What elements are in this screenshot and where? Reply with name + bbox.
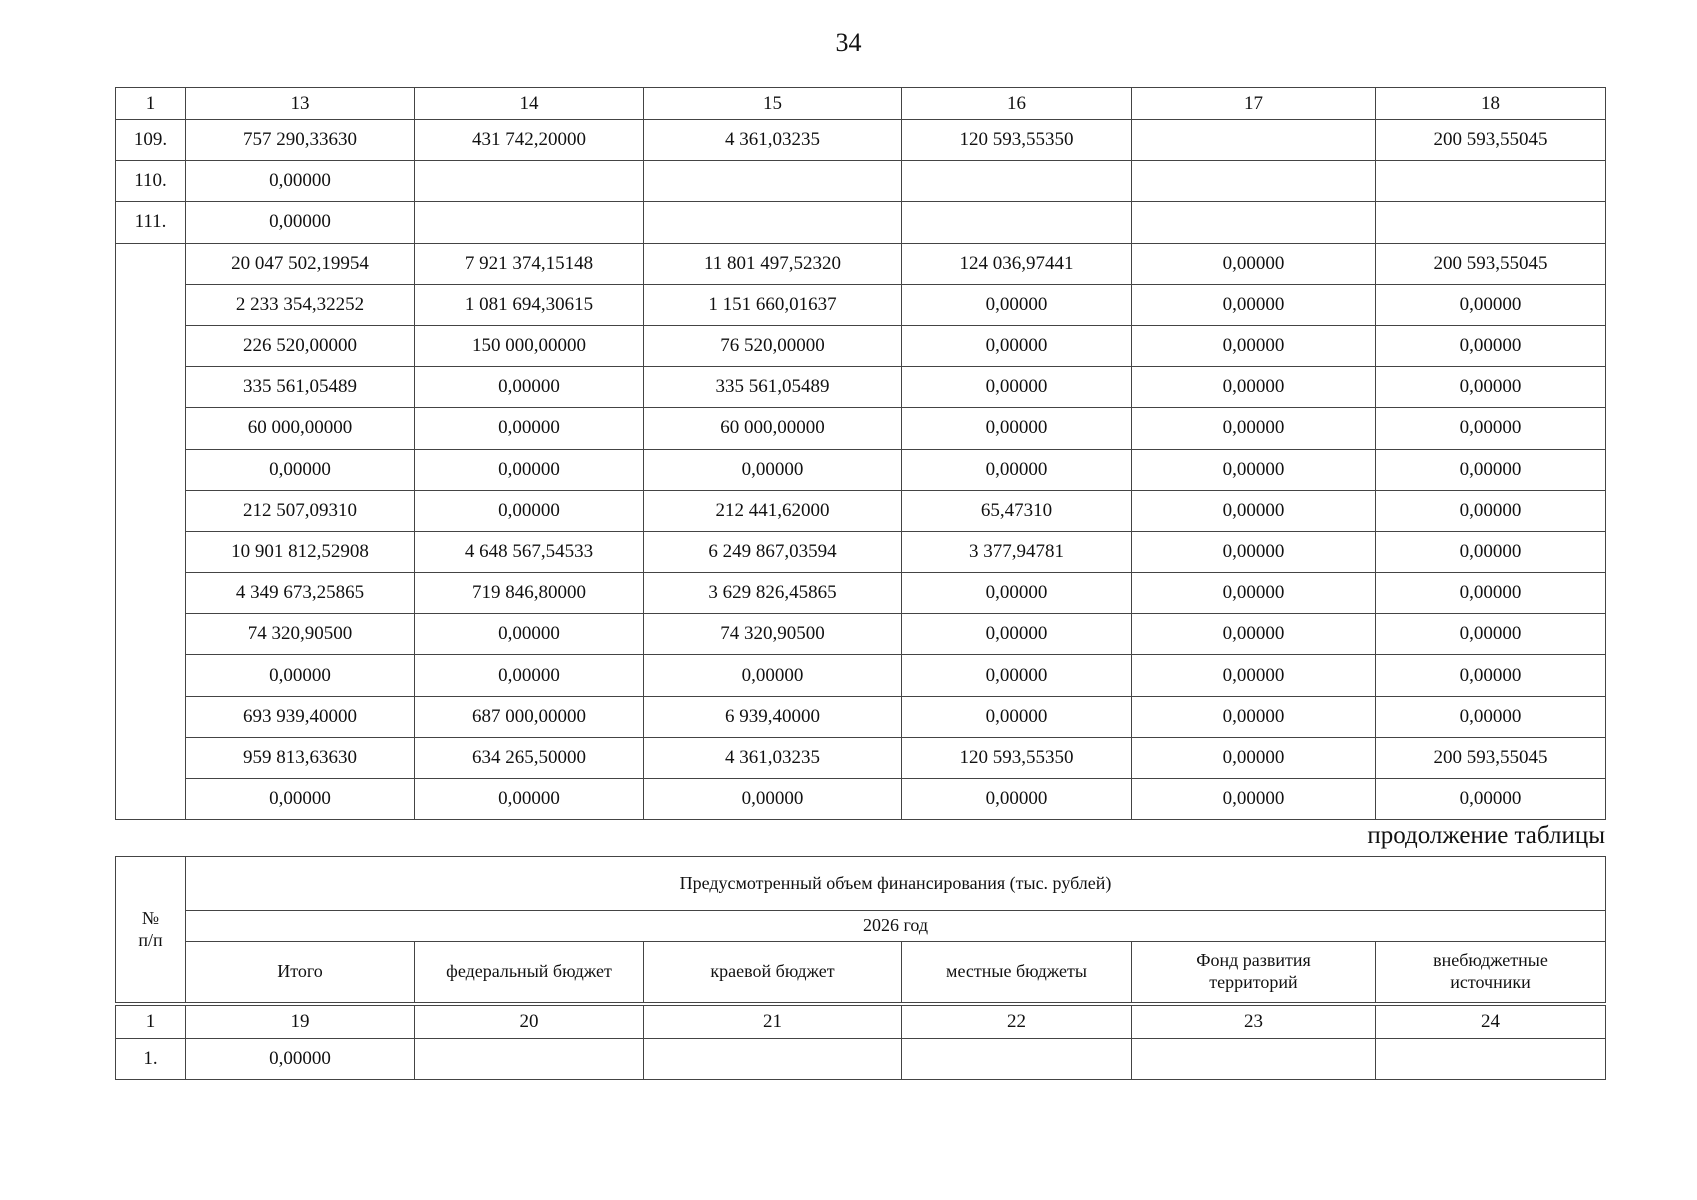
table-cell: 0,00000 xyxy=(902,449,1132,490)
table-cell xyxy=(1132,202,1376,243)
table-cell: 3 629 826,45865 xyxy=(644,573,902,614)
row-number-cell-empty xyxy=(116,243,186,820)
table-cell: 1 151 660,01637 xyxy=(644,284,902,325)
row-number-cell: 110. xyxy=(116,161,186,202)
table-cell: 7 921 374,15148 xyxy=(415,243,644,284)
totals-row xyxy=(116,573,1606,614)
totals-row xyxy=(116,531,1606,572)
table-cell: 0,00000 xyxy=(1132,284,1376,325)
table-cell: 10 901 812,52908 xyxy=(186,531,415,572)
table-cell xyxy=(1376,161,1606,202)
table-cell: 0,00000 xyxy=(1376,696,1606,737)
table-cell: 0,00000 xyxy=(644,655,902,696)
table-cell xyxy=(415,161,644,202)
table-cell xyxy=(1376,1039,1606,1080)
column-number-header: 1 xyxy=(116,88,186,120)
table-cell: 1 081 694,30615 xyxy=(415,284,644,325)
column-number-header: 14 xyxy=(415,88,644,120)
table-cell: 74 320,90500 xyxy=(186,614,415,655)
budget-source-header: федеральный бюджет xyxy=(415,942,644,1003)
table-cell: 0,00000 xyxy=(644,449,902,490)
table-cell: 76 520,00000 xyxy=(644,325,902,366)
table-cell: 0,00000 xyxy=(415,614,644,655)
table-cell: 0,00000 xyxy=(1376,408,1606,449)
table-cell: 0,00000 xyxy=(1376,449,1606,490)
budget-source-header: внебюджетные источники xyxy=(1376,942,1606,1003)
table-row xyxy=(116,120,1606,161)
table-cell: 0,00000 xyxy=(415,490,644,531)
table-cell: 0,00000 xyxy=(1132,573,1376,614)
table-cell: 0,00000 xyxy=(1376,490,1606,531)
table-cell: 0,00000 xyxy=(1132,367,1376,408)
table-cell: 4 361,03235 xyxy=(644,120,902,161)
table-cell: 124 036,97441 xyxy=(902,243,1132,284)
table-cell: 757 290,33630 xyxy=(186,120,415,161)
column-number-header: 22 xyxy=(902,1006,1132,1039)
table-cell: 120 593,55350 xyxy=(902,737,1132,778)
column-number-header: 23 xyxy=(1132,1006,1376,1039)
table-cell xyxy=(644,202,902,243)
column-number-header: 20 xyxy=(415,1006,644,1039)
column-number-row xyxy=(116,1006,1606,1039)
table-cell: 0,00000 xyxy=(186,449,415,490)
totals-row xyxy=(116,408,1606,449)
table-cell: 200 593,55045 xyxy=(1376,243,1606,284)
table-cell: 0,00000 xyxy=(1132,449,1376,490)
totals-row xyxy=(116,490,1606,531)
budget-source-header: краевой бюджет xyxy=(644,942,902,1003)
table-cell xyxy=(1132,1039,1376,1080)
table-cell: 0,00000 xyxy=(1376,531,1606,572)
table-cell: 4 349 673,25865 xyxy=(186,573,415,614)
row-number-cell: 1. xyxy=(116,1039,186,1080)
totals-row xyxy=(116,367,1606,408)
totals-row xyxy=(116,325,1606,366)
table-continuation-label: продолжение таблицы xyxy=(1367,822,1605,849)
table-cell: 4 361,03235 xyxy=(644,737,902,778)
table-cell: 0,00000 xyxy=(1376,779,1606,820)
table-cell: 150 000,00000 xyxy=(415,325,644,366)
table-cell: 959 813,63630 xyxy=(186,737,415,778)
table-cell: 0,00000 xyxy=(1376,367,1606,408)
table-cell: 20 047 502,19954 xyxy=(186,243,415,284)
table-cell: 0,00000 xyxy=(902,325,1132,366)
row-number-cell: 111. xyxy=(116,202,186,243)
table-cell: 0,00000 xyxy=(1376,325,1606,366)
table-cell: 200 593,55045 xyxy=(1376,737,1606,778)
financing-volume-header: Предусмотренный объем финансирования (тыс. рублей) xyxy=(186,857,1606,911)
table-cell: 0,00000 xyxy=(1376,655,1606,696)
table-cell: 0,00000 xyxy=(415,408,644,449)
totals-row xyxy=(116,614,1606,655)
table-row xyxy=(116,202,1606,243)
table-cell: 0,00000 xyxy=(1132,490,1376,531)
column-number-header: 18 xyxy=(1376,88,1606,120)
table-row xyxy=(116,161,1606,202)
row-number-header: № п/п xyxy=(116,857,186,1003)
table-cell: 60 000,00000 xyxy=(186,408,415,449)
table-cell: 2 233 354,32252 xyxy=(186,284,415,325)
table-cell: 200 593,55045 xyxy=(1376,120,1606,161)
table-cell: 0,00000 xyxy=(902,614,1132,655)
table-cell: 0,00000 xyxy=(1132,737,1376,778)
table-cell: 11 801 497,52320 xyxy=(644,243,902,284)
financing-table-2026 xyxy=(115,1005,1606,1080)
table-cell: 74 320,90500 xyxy=(644,614,902,655)
table-cell: 0,00000 xyxy=(1132,696,1376,737)
budget-source-header: Фонд развития территорий xyxy=(1132,942,1376,1003)
year-header: 2026 год xyxy=(186,911,1606,942)
totals-row xyxy=(116,737,1606,778)
table-cell: 0,00000 xyxy=(186,202,415,243)
table-cell: 0,00000 xyxy=(415,779,644,820)
table-cell xyxy=(644,161,902,202)
table-cell: 0,00000 xyxy=(902,367,1132,408)
table-cell xyxy=(1132,161,1376,202)
table-cell xyxy=(1132,120,1376,161)
table-cell: 0,00000 xyxy=(644,779,902,820)
table-cell: 212 441,62000 xyxy=(644,490,902,531)
totals-row xyxy=(116,779,1606,820)
column-number-header: 17 xyxy=(1132,88,1376,120)
table-row xyxy=(116,1039,1606,1080)
table-cell: 65,47310 xyxy=(902,490,1132,531)
table-cell: 120 593,55350 xyxy=(902,120,1132,161)
table-cell: 687 000,00000 xyxy=(415,696,644,737)
table-cell: 431 742,20000 xyxy=(415,120,644,161)
budget-source-header: местные бюджеты xyxy=(902,942,1132,1003)
totals-row xyxy=(116,696,1606,737)
table-cell: 0,00000 xyxy=(1132,243,1376,284)
totals-row xyxy=(116,655,1606,696)
column-number-header: 13 xyxy=(186,88,415,120)
table-cell: 335 561,05489 xyxy=(186,367,415,408)
table-cell: 0,00000 xyxy=(902,696,1132,737)
table-cell: 0,00000 xyxy=(186,779,415,820)
table-cell: 0,00000 xyxy=(1376,284,1606,325)
table-cell xyxy=(644,1039,902,1080)
column-number-header: 15 xyxy=(644,88,902,120)
table-cell: 0,00000 xyxy=(1132,614,1376,655)
table-cell: 60 000,00000 xyxy=(644,408,902,449)
table-cell: 0,00000 xyxy=(902,779,1132,820)
table-cell: 0,00000 xyxy=(1132,531,1376,572)
totals-row xyxy=(116,284,1606,325)
table-cell: 0,00000 xyxy=(186,1039,415,1080)
financing-header-table xyxy=(115,856,1606,1003)
table-cell: 0,00000 xyxy=(186,655,415,696)
table-cell xyxy=(902,202,1132,243)
table-cell xyxy=(902,1039,1132,1080)
table-cell: 0,00000 xyxy=(902,655,1132,696)
table-cell: 0,00000 xyxy=(1132,408,1376,449)
table-cell: 0,00000 xyxy=(902,408,1132,449)
table-cell: 0,00000 xyxy=(415,449,644,490)
table-cell: 6 249 867,03594 xyxy=(644,531,902,572)
table-cell: 0,00000 xyxy=(415,655,644,696)
column-number-row xyxy=(116,88,1606,120)
table-cell: 0,00000 xyxy=(415,367,644,408)
table-cell: 719 846,80000 xyxy=(415,573,644,614)
table-cell: 4 648 567,54533 xyxy=(415,531,644,572)
table-cell: 0,00000 xyxy=(1132,779,1376,820)
page-number: 34 xyxy=(835,28,862,57)
table-cell xyxy=(415,1039,644,1080)
budget-source-header: Итого xyxy=(186,942,415,1003)
table-cell: 0,00000 xyxy=(1376,614,1606,655)
column-number-header: 21 xyxy=(644,1006,902,1039)
table-cell: 0,00000 xyxy=(186,161,415,202)
table-cell: 634 265,50000 xyxy=(415,737,644,778)
table-cell: 335 561,05489 xyxy=(644,367,902,408)
table-cell: 226 520,00000 xyxy=(186,325,415,366)
table-cell: 6 939,40000 xyxy=(644,696,902,737)
table-cell xyxy=(1376,202,1606,243)
column-number-header: 1 xyxy=(116,1006,186,1039)
table-cell: 212 507,09310 xyxy=(186,490,415,531)
table-cell xyxy=(415,202,644,243)
table-cell xyxy=(902,161,1132,202)
table-cell: 0,00000 xyxy=(1376,573,1606,614)
column-number-header: 19 xyxy=(186,1006,415,1039)
table-cell: 0,00000 xyxy=(902,573,1132,614)
totals-row xyxy=(116,449,1606,490)
table-cell: 0,00000 xyxy=(1132,655,1376,696)
totals-row xyxy=(116,243,1606,284)
column-number-header: 24 xyxy=(1376,1006,1606,1039)
table-cell: 0,00000 xyxy=(902,284,1132,325)
column-number-header: 16 xyxy=(902,88,1132,120)
table-cell: 693 939,40000 xyxy=(186,696,415,737)
row-number-cell: 109. xyxy=(116,120,186,161)
table-cell: 0,00000 xyxy=(1132,325,1376,366)
table-cell: 3 377,94781 xyxy=(902,531,1132,572)
financing-table-continued xyxy=(115,87,1606,820)
